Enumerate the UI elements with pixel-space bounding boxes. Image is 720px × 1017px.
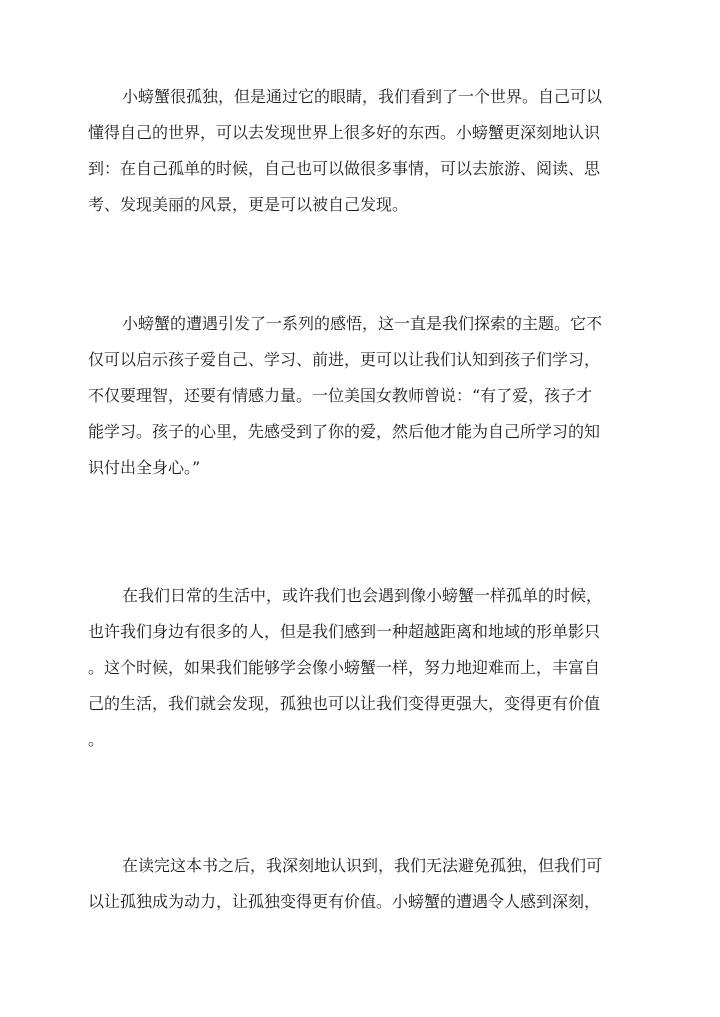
text-line: 不仅要理智，还要有情感力量。一位美国女教师曾说：“有了爱，孩子才 [88,386,593,405]
text-line: 到：在自己孤单的时候，自己也可以做很多事情，可以去旅游、阅读、思 [88,159,601,178]
text-line: 在读完这本书之后，我深刻地认识到，我们无法避免孤独，但我们可 [122,856,603,875]
text-line: 。这个时候，如果我们能够学会像小螃蟹一样，努力地迎难而上，丰富自 [88,658,601,677]
text-line: 小螃蟹很孤独，但是通过它的眼睛，我们看到了一个世界。自己可以 [122,87,603,106]
text-line: 考、发现美丽的风景，更是可以被自己发现。 [88,195,409,214]
text-line: 己的生活，我们就会发现，孤独也可以让我们变得更强大，变得更有价值 [88,694,601,713]
paragraph-4 [88,848,640,920]
text-line: 小螃蟹的遭遇引发了一系列的感悟，这一直是我们探索的主题。它不 [122,314,603,333]
text-line: 懂得自己的世界，可以去发现世界上很多好的东西。小螃蟹更深刻地认识 [88,123,601,142]
text-line: 在我们日常的生活中，或许我们也会遇到像小螃蟹一样孤单的时候， [122,586,603,605]
text-line: 以让孤独成为动力，让孤独变得更有价值。小螃蟹的遭遇令人感到深刻， [88,892,601,911]
text-line: 。 [88,730,105,749]
paragraph-1 [88,79,640,223]
paragraph-3 [88,578,640,758]
paragraph-2 [88,306,640,486]
text-line: 也许我们身边有很多的人，但是我们感到一种超越距离和地域的形单影只 [88,622,601,641]
text-line: 仅可以启示孩子爱自己、学习、前进，更可以让我们认知到孩子们学习， [88,350,601,369]
text-line: 识付出全身心。” [88,458,201,477]
text-line: 能学习。孩子的心里，先感受到了你的爱，然后他才能为自己所学习的知 [88,422,601,441]
